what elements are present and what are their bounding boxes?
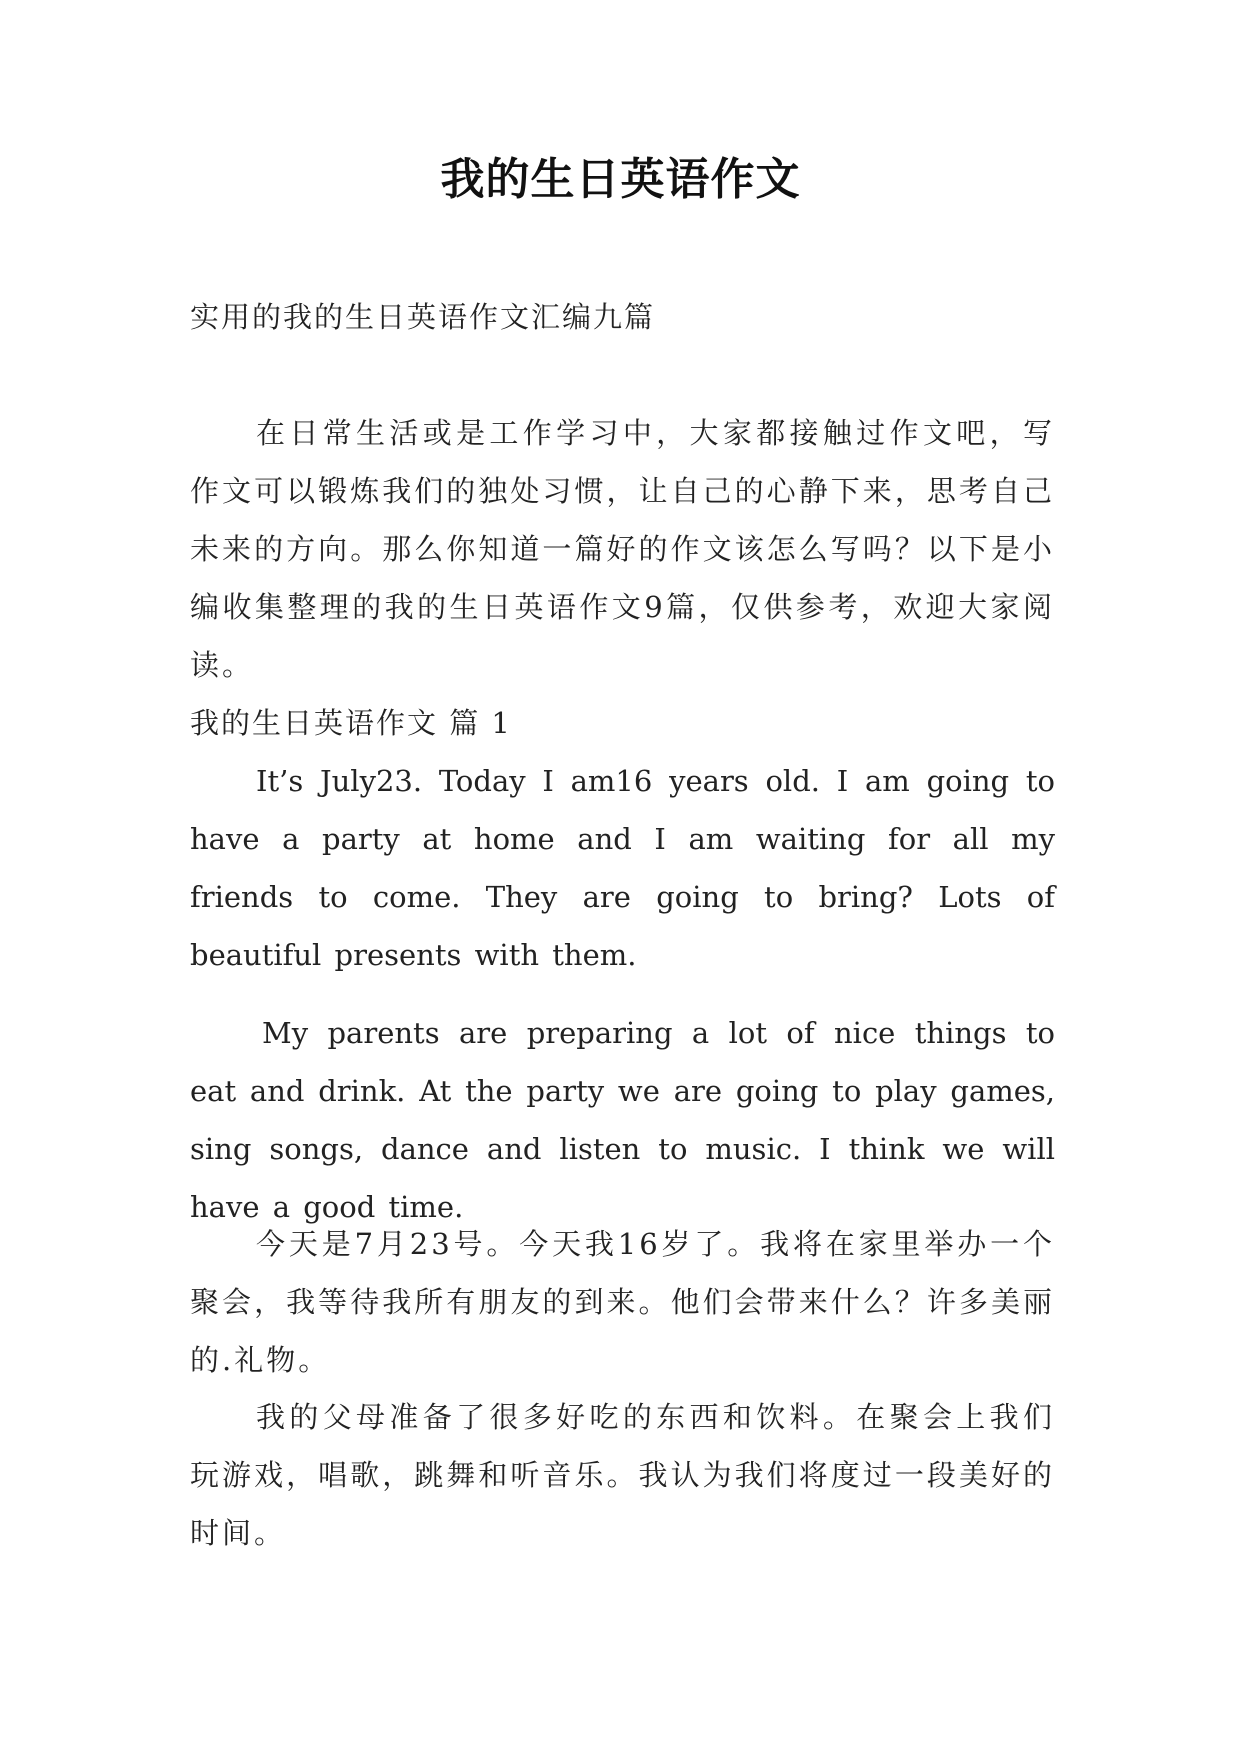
chinese-paragraph-2: 我的父母准备了很多好吃的东西和饮料。在聚会上我们玩游戏，唱歌，跳舞和听音乐。我认为我们将度过一段美好的时间。 xyxy=(190,1400,1055,1550)
section-heading: 我的生日英语作文 篇 1 xyxy=(190,706,512,740)
english-paragraph-1: It’s July23. Today I am16 years old. I am going to have a party at home and I am waiting for all my friends to come. They are going to bring? Lots of beautiful presents with them. xyxy=(190,764,1055,972)
intro-paragraph: 在日常生活或是工作学习中，大家都接触过作文吧，写作文可以锻炼我们的独处习惯，让自己的心静下来，思考自己未来的方向。那么你知道一篇好的作文该怎么写吗？以下是小编收集整理的我的生日英语作文9篇，仅供参考，欢迎大家阅读。 xyxy=(190,416,1055,682)
chinese-paragraph-1: 今天是7月23号。今天我16岁了。我将在家里举办一个聚会，我等待我所有朋友的到来。他们会带来什么？许多美丽的.礼物。 xyxy=(190,1227,1055,1377)
english-paragraph-2: My parents are preparing a lot of nice things to eat and drink. At the party we are going to play games, sing songs, dance and listen to music. I think we will have a good time. xyxy=(190,1016,1055,1224)
document-subtitle: 实用的我的生日英语作文汇编九篇 xyxy=(190,300,656,334)
document-title: 我的生日英语作文 xyxy=(440,154,801,205)
